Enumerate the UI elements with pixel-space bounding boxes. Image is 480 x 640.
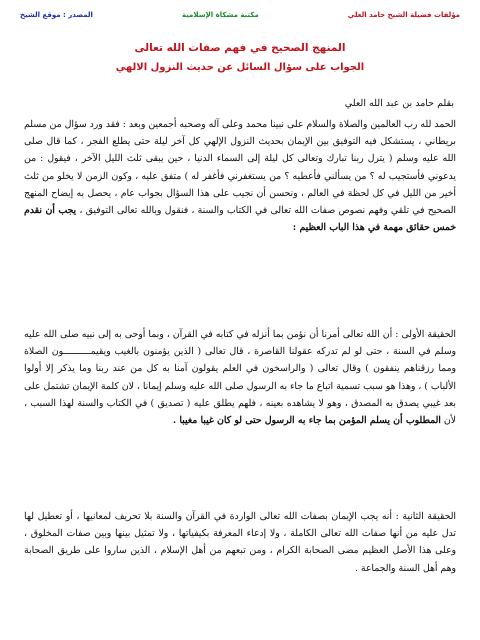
author-byline: بقلم حامد بن عبد الله العلي <box>344 98 454 109</box>
document-subtitle: الجواب على سؤال السائل عن حديث النزول الالهي <box>115 62 365 73</box>
header-library: مكتبة مشكاة الإسلامية <box>181 11 259 19</box>
intro-bold-text: يجب أن نقدم خمس حقائق مهمة في هذا الباب العظيم : <box>24 205 456 234</box>
header-source: المصدر : موقع الشيخ <box>20 11 93 19</box>
fact-one-paragraph <box>24 326 456 429</box>
header-author: مؤلفات فضيلة الشيخ حامد العلي <box>347 11 460 19</box>
fact-one-text: الحقيقة الأولى : أن الله تعالى أمرنا أن نؤمن بما أنزله في كتابه في القرآن ، وبما أوحى به إلى نبيه صلى الله عليه وسلم في السنة ، حتى لو لم تدركه عقولنا القاصرة ، قال تعالى ( الذين يؤمنون بالغيب ويقيمــــــــــون الصلاة ومما رزقناهم ينفقون ) وقال تعالى ( والراسخون في العلم يقولون آمنا به كل من عند ربنا وما يذكر إلا أولوا الألباب ) ، وهذا هو سبب تسمية اتباع ما جاء به الرسول صلى الله عليه وسلم إيمانا ، لان كلمة الإيمان تشتمل على بعد غيبي يصدق به المصدق ، وهو لا يشاهده بعينه ، فلهم يطلق عليه ( تصديق ) في الكتاب والسنة لهذا السبب ، لأن <box>24 329 456 427</box>
intro-paragraph <box>24 116 456 236</box>
document-title: المنهج الصحيح في فهم صفات الله تعالى <box>134 42 346 54</box>
page-header <box>20 8 460 22</box>
fact-one-bold-text: المطلوب أن يسلم المؤمن بما جاء به الرسول حتى لو كان غيبا مغيبا . <box>172 415 441 427</box>
intro-text: الحمد لله رب العالمين والصلاة والسلام على نبينا محمد وعلى آله وصحبه أجمعين وبعد : فقد ورد سؤال من مسلم بريطاني ، يستشكل فيه التوفيق بين الإيمان بحديث النزول الإلهي كل آخر ليلة حتى يطلع الفجر ، كما قال صلى الله عليه وسلم ( يترل ربنا تبارك وتعالى كل ليلة إلى السماء الدنيا ، حين يبقى ثلث الليل الآخر ، فيقول : من يدعوني فأستجيب له ؟ من يسألني فأعطيه ؟ من يستغفرني فأغفر له ) متفق عليه ، وكون الزمن لا يخلو من ثلث أخير من الليل في كل لحظة في العالم ، ونحسن أن نجيب على هذا السؤال بجواب عام ، يحصل به إيضاح المنهج الصحيح في تلقي وفهم نصوص صفات الله تعالى في الكتاب والسنة ، فنقول وبالله تعالى التوفيق ، <box>24 119 457 217</box>
fact-two-text: الحقيقة الثانية : أنه يجب الإيمان بصفات الله تعالى الواردة في القرآن والسنة بلا تحريف لمعانيها ، أو تعطيل لها تدل عليه من أنها صفات الله تعالى الكاملة ، ولا إدعاء المعرفة بكيفياتها ، ولا تمثيل بينها وبين صفات المخلوق ، وعلى هذا الأصل العظيم مضى الصحابة الكرام ، ومن تبعهم من أهل الإسلام ، الذين ساروا على طريق الصحابة وهم أهل السنة والجماعة . <box>24 511 456 574</box>
fact-two-paragraph <box>24 508 456 577</box>
